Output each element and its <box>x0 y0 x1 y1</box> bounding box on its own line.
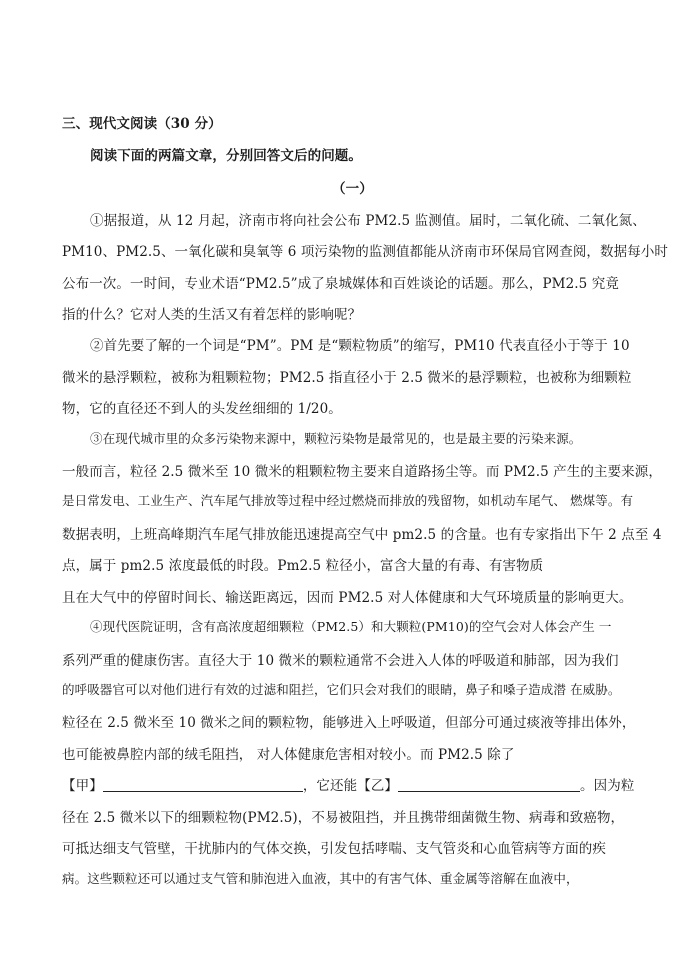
text-line: 径在 2.5 微米以下的细颗粒物(PM2.5)，不易被阻挡，并且携带细菌微生物、病毒和致癌物， <box>62 810 625 826</box>
text-line: 微米的悬浮颗粒，被称为粗颗粒物；PM2.5 指直径小于 2.5 微米的悬浮颗粒，也被称为细颗粒 <box>62 370 632 386</box>
text-line: 点，属于 pm2.5 浓度最低的时段。Pm2.5 粒径小，富含大量的有毒、有害物质 <box>62 558 544 574</box>
text-line: 可抵达细支气管壁，干扰肺内的气体交换，引发包括哮喘、支气管炎和心血管病等方面的疾 <box>62 841 606 857</box>
part-label: （一） <box>332 181 373 197</box>
text-line: 粒径在 2.5 微米至 10 微米之间的颗粒物，能够进入上呼吸道，但部分可通过痰液等排出体外， <box>62 715 636 731</box>
text-line: 指的什么？它对人类的生活又有着怎样的影响呢？ <box>62 307 362 323</box>
text-line: 一般而言，粒径 2.5 微米至 10 微米的粗颗粒物主要来自道路扬尘等。而 PM2.5 产生的主要来源， <box>62 464 662 480</box>
text-line: ①据报道，从 12 月起，济南市将向社会公布 PM2.5 监测值。届时，二氧化硫、二氧化氮、 <box>90 213 646 229</box>
fill-middle-text: ，它还能 <box>302 778 358 794</box>
text-line: 是日常发电、工业生产、汽车尾气排放等过程中经过燃烧而排放的残留物，如机动车尾气、 燃煤等。有 <box>62 493 634 508</box>
text-line: 物，它的直径还不到人的头发丝细细的 1/20。 <box>62 401 342 417</box>
text-line: 也可能被鼻腔内部的绒毛阻挡， 对人体健康危害相对较小。而 PM2.5 除了 <box>62 747 515 763</box>
instruction: 阅读下面的两篇文章，分别回答文后的问题。 <box>90 148 362 164</box>
text-line: 的呼吸器官可以对他们进行有效的过滤和阻拦，它们只会对我们的眼睛，鼻子和嗓子造成潜 在威胁。 <box>62 682 621 697</box>
text-line: ②首先要了解的一个词是“PM”。PM 是“颗粒物质”的缩写，PM10 代表直径小于等于 10 <box>90 338 630 354</box>
label-yi: 【乙】 <box>357 778 399 794</box>
text-line: 且在大气中的停留时间长、输送距离远，因而 PM2.5 对人体健康和大气环境质量的影响更大。 <box>62 590 633 606</box>
section-title: 三、现代文阅读（30 分） <box>62 116 222 132</box>
text-line: 系列严重的健康伤害。直径大于 10 微米的颗粒通常不会进入人体的呼吸道和肺部，因为我们 <box>62 653 619 669</box>
blank-jia[interactable] <box>103 778 303 792</box>
fill-blank-line <box>62 774 634 794</box>
text-line: ③在现代城市里的众多污染物来源中，颗粒污染物是最常见的，也是最主要的污染来源。 <box>90 431 582 446</box>
label-jia: 【甲】 <box>62 778 103 794</box>
text-line: ④现代医院证明，含有高浓度超细颗粒（PM2.5）和大颗粒(PM10)的空气会对人体会产生 一 <box>90 619 612 634</box>
text-line: 病。这些颗粒还可以通过支气管和肺泡进入血液，其中的有害气体、重金属等溶解在血液中， <box>62 871 579 886</box>
text-line: 数据表明，上班高峰期汽车尾气排放能迅速提高空气中 pm2.5 的含量。也有专家指出下午 2 点至 4 <box>62 527 662 543</box>
fill-tail-text: 。因为粒 <box>580 778 635 794</box>
text-line: 公布一次。一时间，专业术语“PM2.5”成了泉城媒体和百姓谈论的话题。那么，PM2.5 究竟 <box>62 276 619 292</box>
text-line: PM10、PM2.5、一氧化碳和臭氧等 6 项污染物的监测值都能从济南市环保局官网查阅，数据每小时 <box>62 244 669 260</box>
blank-yi[interactable] <box>398 778 580 792</box>
